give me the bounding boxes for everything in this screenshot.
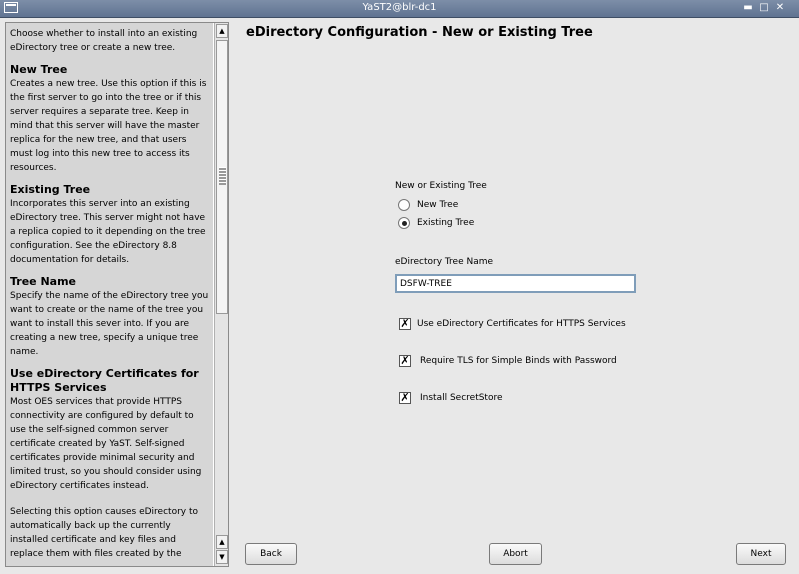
radio-existing-tree-label[interactable]: Existing Tree [417,218,475,228]
scroll-up-icon[interactable]: ▲ [216,24,228,38]
help-heading-new-tree: New Tree [10,63,68,76]
window-title: YaST2@blr-dc1 [362,2,437,13]
help-text-certificates: Most OES services that provide HTTPS connectivity are configured by default to use the self-signed common server certificate created by YaST. Self-signed certificates provide minimal security and limited trust, so you should consider using eDirectory certificates instead. [10,397,202,491]
tree-name-input[interactable] [395,274,636,293]
help-intro: Choose whether to install into an existing eDirectory tree or create a new tree. [10,29,198,53]
abort-button[interactable]: Abort [489,543,542,565]
scroll-thumb[interactable] [216,40,228,314]
close-icon[interactable]: ✕ [775,2,785,13]
help-heading-certificates: Use eDirectory Certificates for HTTPS Services [10,367,199,394]
next-button[interactable]: Next [736,543,786,565]
checkbox-use-certificates-box[interactable]: ✗ [400,317,410,330]
tree-name-label: eDirectory Tree Name [395,257,494,267]
checkbox-require-tls-label[interactable]: Require TLS for Simple Binds with Password [420,356,617,366]
help-text [6,23,213,566]
radio-existing-tree-indicator[interactable] [398,217,410,229]
checkbox-use-certificates[interactable] [399,318,659,332]
radio-new-tree-indicator[interactable] [398,199,410,211]
page-title: eDirectory Configuration - New or Existing Tree [246,25,593,40]
help-text-existing-tree: Incorporates this server into an existing eDirectory tree. This server might not have a replica copied to it depending on the tree configuration. See the eDirectory 8.8 documentation for details. [10,199,206,265]
help-heading-tree-name: Tree Name [10,275,77,288]
radio-new-tree-label[interactable]: New Tree [417,200,459,210]
checkbox-install-secretstore[interactable] [399,392,659,406]
radio-existing-tree[interactable] [398,217,618,231]
grip-icon [219,167,226,185]
scroll-down-icon[interactable]: ▼ [216,550,228,564]
checkbox-install-secretstore-label[interactable]: Install SecretStore [420,393,503,403]
checkbox-install-secretstore-box[interactable]: ✗ [400,391,410,404]
radio-new-tree[interactable] [398,199,618,213]
help-scrollbar[interactable] [214,23,228,566]
checkbox-require-tls[interactable] [399,355,659,369]
help-heading-existing-tree: Existing Tree [10,183,91,196]
help-text-tree-name: Specify the name of the eDirectory tree you want to create or the name of the tree you want to install this sever into. If you are creating a new tree, specify a unique tree name. [10,291,209,357]
scroll-up-lower-icon[interactable]: ▲ [216,535,228,549]
back-button[interactable]: Back [245,543,297,565]
help-text-extra: Selecting this option causes eDirectory to automatically back up the currently installed certificate and key files and replace them with files created by the [10,507,199,559]
checkbox-use-certificates-label[interactable]: Use eDirectory Certificates for HTTPS Services [417,319,626,329]
help-text-new-tree: Creates a new tree. Use this option if this is the first server to go into the tree or if this server requires a separate tree. Keep in mind that this server will have the master replica for the new tree, and that users must log into this new tree to access its resources. [10,79,207,173]
tree-group-label: New or Existing Tree [395,181,487,191]
title-bar [0,0,799,18]
maximize-icon[interactable]: □ [759,2,769,13]
minimize-icon[interactable]: ▬ [743,2,753,13]
help-panel [5,22,229,567]
checkbox-require-tls-box[interactable]: ✗ [400,354,410,367]
